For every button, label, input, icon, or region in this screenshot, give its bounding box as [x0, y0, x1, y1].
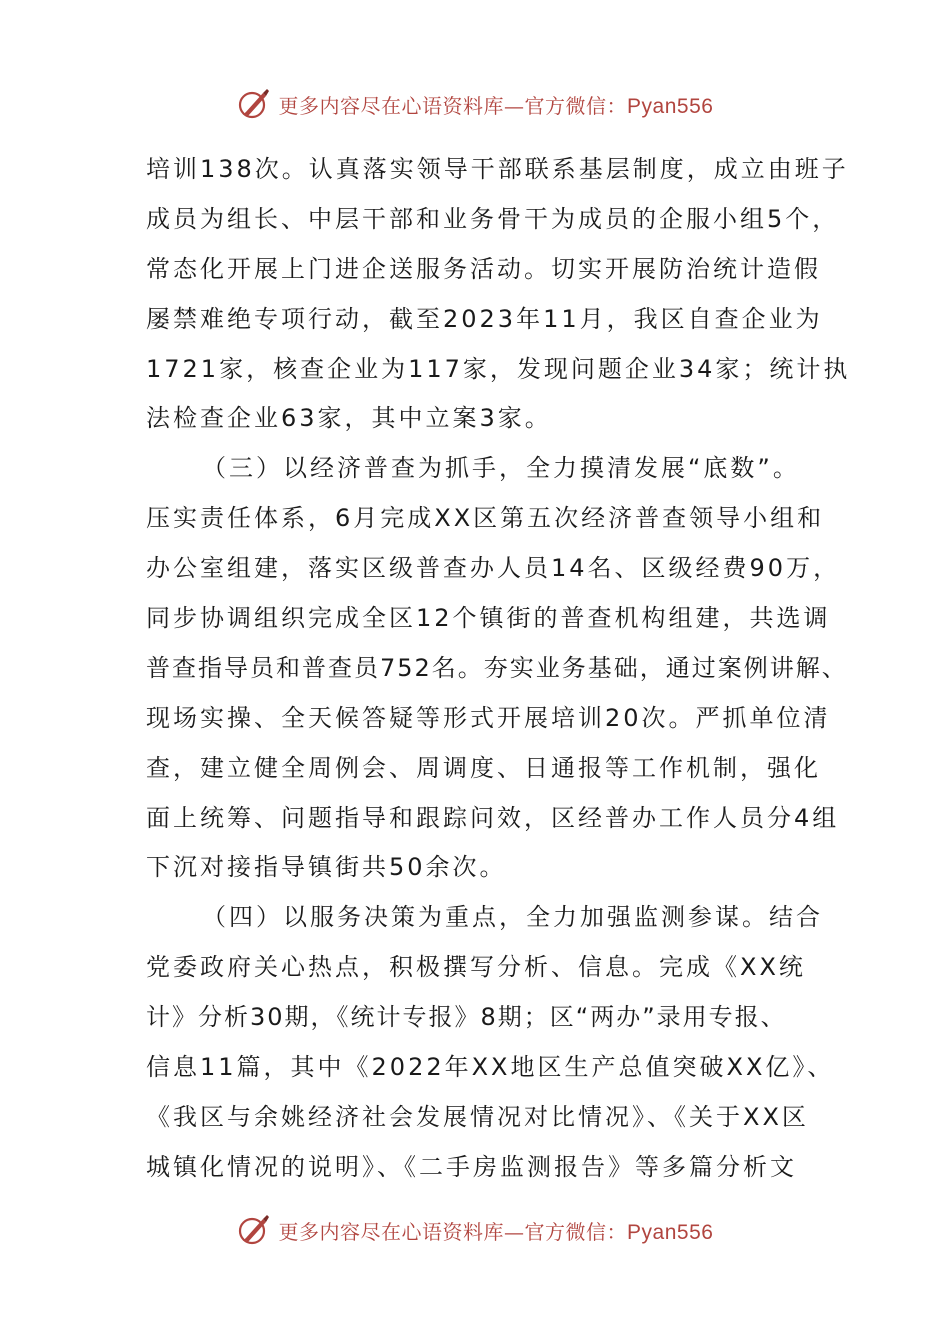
- body-line: 信息11篇，其中《2022年XX地区生产总值突破XX亿》、: [146, 1053, 835, 1082]
- section-heading-line: （三）以经济普查为抓手，全力摸清发展“底数”。: [202, 454, 800, 483]
- body-line: 城镇化情况的说明》、《二手房监测报告》等多篇分析文: [146, 1152, 797, 1181]
- header-banner-text: [279, 90, 714, 119]
- header-banner-label: 更多内容尽在心语资料库—官方微信：: [278, 93, 628, 118]
- footer-watermark-banner: [0, 1208, 950, 1252]
- header-watermark-banner: [0, 82, 950, 126]
- section-heading-line: （四）以服务决策为重点，全力加强监测参谋。结合: [202, 903, 823, 932]
- footer-banner-label: 更多内容尽在心语资料库—官方微信：: [278, 1219, 628, 1244]
- footer-wechat-id: Pyan556: [627, 1220, 714, 1244]
- document-body: [146, 145, 851, 1193]
- body-line: 党委政府关心热点，积极撰写分析、信息。完成《XX统: [146, 953, 806, 982]
- body-line: 成员为组长、中层干部和业务骨干为成员的企服小组5个，: [146, 204, 840, 233]
- body-line: 压实责任体系，6月完成XX区第五次经济普查领导小组和: [146, 504, 825, 533]
- body-line: 查，建立健全周例会、周调度、日通报等工作机制，强化: [146, 753, 821, 782]
- body-line: 现场实操、全天候答疑等形式开展培训20次。严抓单位清: [146, 703, 831, 732]
- footer-banner-inner: [237, 1213, 714, 1247]
- pen-circle-logo-icon: [237, 87, 271, 121]
- pen-circle-logo-icon: [237, 1213, 271, 1247]
- body-line: 办公室组建，落实区级普查办人员14名、区级经费90万，: [146, 554, 841, 583]
- body-line: 计》分析30期，《统计专报》8期；区“两办”录用专报、: [146, 1003, 787, 1032]
- footer-banner-text: [279, 1216, 714, 1245]
- body-line: 常态化开展上门进企送服务活动。切实开展防治统计造假: [146, 254, 821, 283]
- header-wechat-id: Pyan556: [627, 94, 714, 118]
- body-line: 法检查企业63家，其中立案3家。: [146, 404, 552, 433]
- body-line: 普查指导员和普查员752名。夯实业务基础，通过案例讲解、: [146, 653, 848, 682]
- body-line: 1721家，核查企业为117家，发现问题企业34家；统计执: [146, 354, 851, 383]
- body-line: 同步协调组织完成全区12个镇街的普查机构组建，共选调: [146, 604, 831, 633]
- body-line: 面上统筹、问题指导和跟踪问效，区经普办工作人员分4组: [146, 803, 840, 832]
- body-line: 《我区与余姚经济社会发展情况对比情况》、《关于XX区: [146, 1102, 809, 1131]
- body-line: 培训138次。认真落实领导干部联系基层制度，成立由班子: [146, 155, 849, 183]
- body-line: 下沉对接指导镇街共50余次。: [146, 853, 507, 882]
- header-banner-inner: [237, 87, 714, 121]
- body-line: 屡禁难绝专项行动，截至2023年11月，我区自查企业为: [146, 304, 823, 333]
